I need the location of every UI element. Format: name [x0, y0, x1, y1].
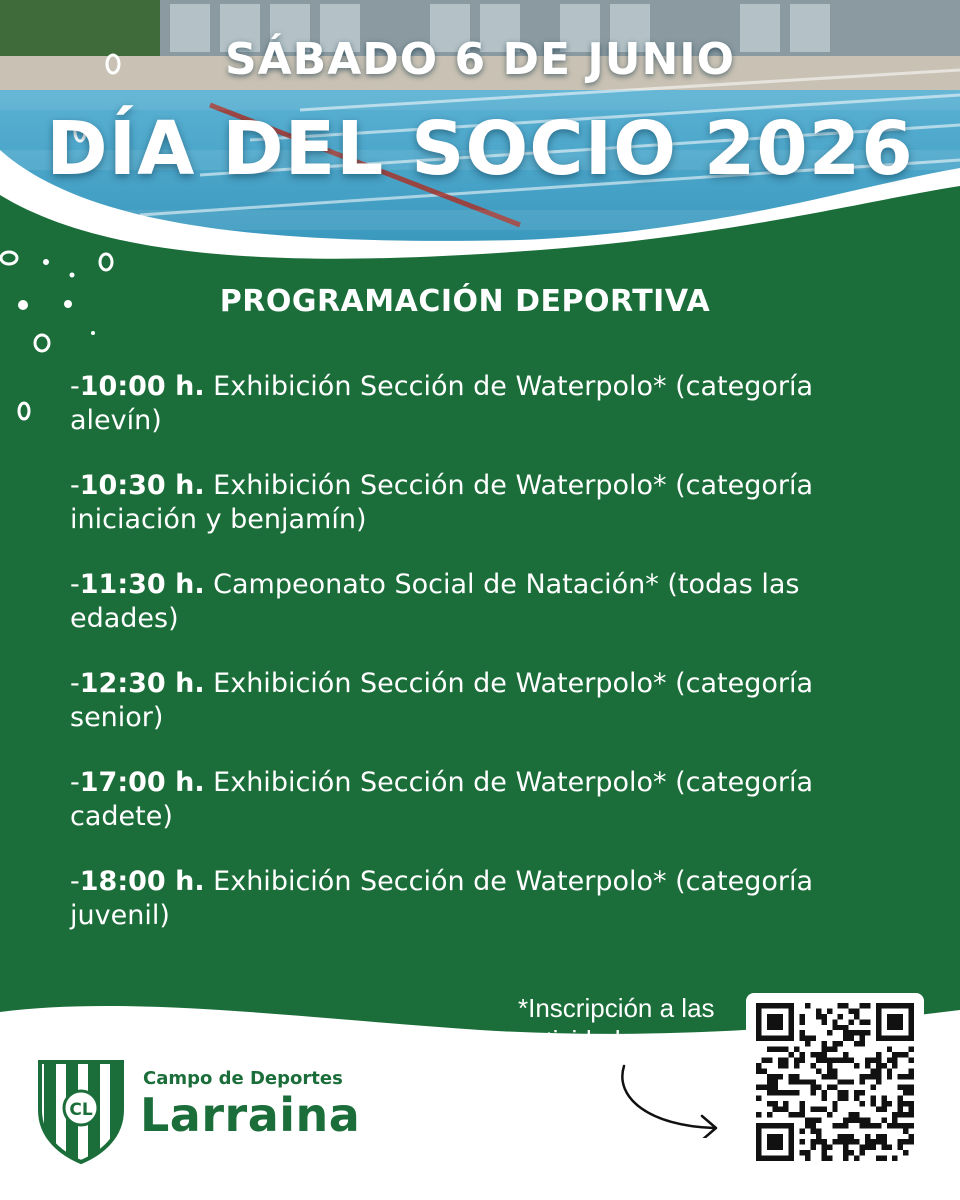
dash: -: [70, 371, 80, 402]
schedule-item: [70, 469, 890, 568]
schedule-item: [70, 370, 890, 469]
brand-name: Larraina: [140, 1088, 361, 1142]
brand-subtitle: Campo de Deportes: [143, 1068, 343, 1089]
curved-arrow-icon: [610, 1058, 730, 1138]
dash: -: [70, 569, 80, 600]
schedule-activity: Exhibición Sección de Waterpolo* (categoría iniciación y benjamín): [70, 470, 814, 535]
schedule-activity: Exhibición Sección de Waterpolo* (categoría juvenil): [70, 866, 814, 931]
schedule-time: 12:30 h.: [79, 668, 205, 699]
schedule-activity: Campeonato Social de Natación* (todas las edades): [70, 569, 800, 634]
dash: -: [70, 668, 80, 699]
schedule-item: [70, 667, 890, 766]
schedule-time: 18:00 h.: [79, 866, 205, 897]
section-heading: PROGRAMACIÓN DEPORTIVA: [219, 284, 711, 319]
logo-letters: CL: [69, 1100, 93, 1120]
schedule-time: 17:00 h.: [79, 767, 205, 798]
schedule-item: [70, 766, 890, 865]
schedule-time: 10:30 h.: [79, 470, 205, 501]
event-title: DÍA DEL SOCIO 2026: [46, 106, 914, 192]
event-date: SÁBADO 6 DE JUNIO: [224, 34, 736, 85]
qr-code-icon[interactable]: [756, 1003, 914, 1161]
dash: -: [70, 866, 80, 897]
schedule-time: 10:00 h.: [79, 371, 205, 402]
schedule-list: [70, 370, 890, 964]
schedule-item: [70, 568, 890, 667]
schedule-activity: Exhibición Sección de Waterpolo* (categoría senior): [70, 668, 814, 733]
dash: -: [70, 470, 80, 501]
dash: -: [70, 767, 80, 798]
schedule-time: 11:30 h.: [79, 569, 205, 600]
schedule-activity: Exhibición Sección de Waterpolo* (categoría cadete): [70, 767, 814, 832]
schedule-activity: Exhibición Sección de Waterpolo* (categoría alevín): [70, 371, 814, 436]
club-shield-logo: [36, 1058, 126, 1166]
signup-note: *Inscripción a las actividades: [518, 993, 715, 1055]
qr-card[interactable]: [746, 993, 924, 1171]
schedule-item: [70, 865, 890, 964]
